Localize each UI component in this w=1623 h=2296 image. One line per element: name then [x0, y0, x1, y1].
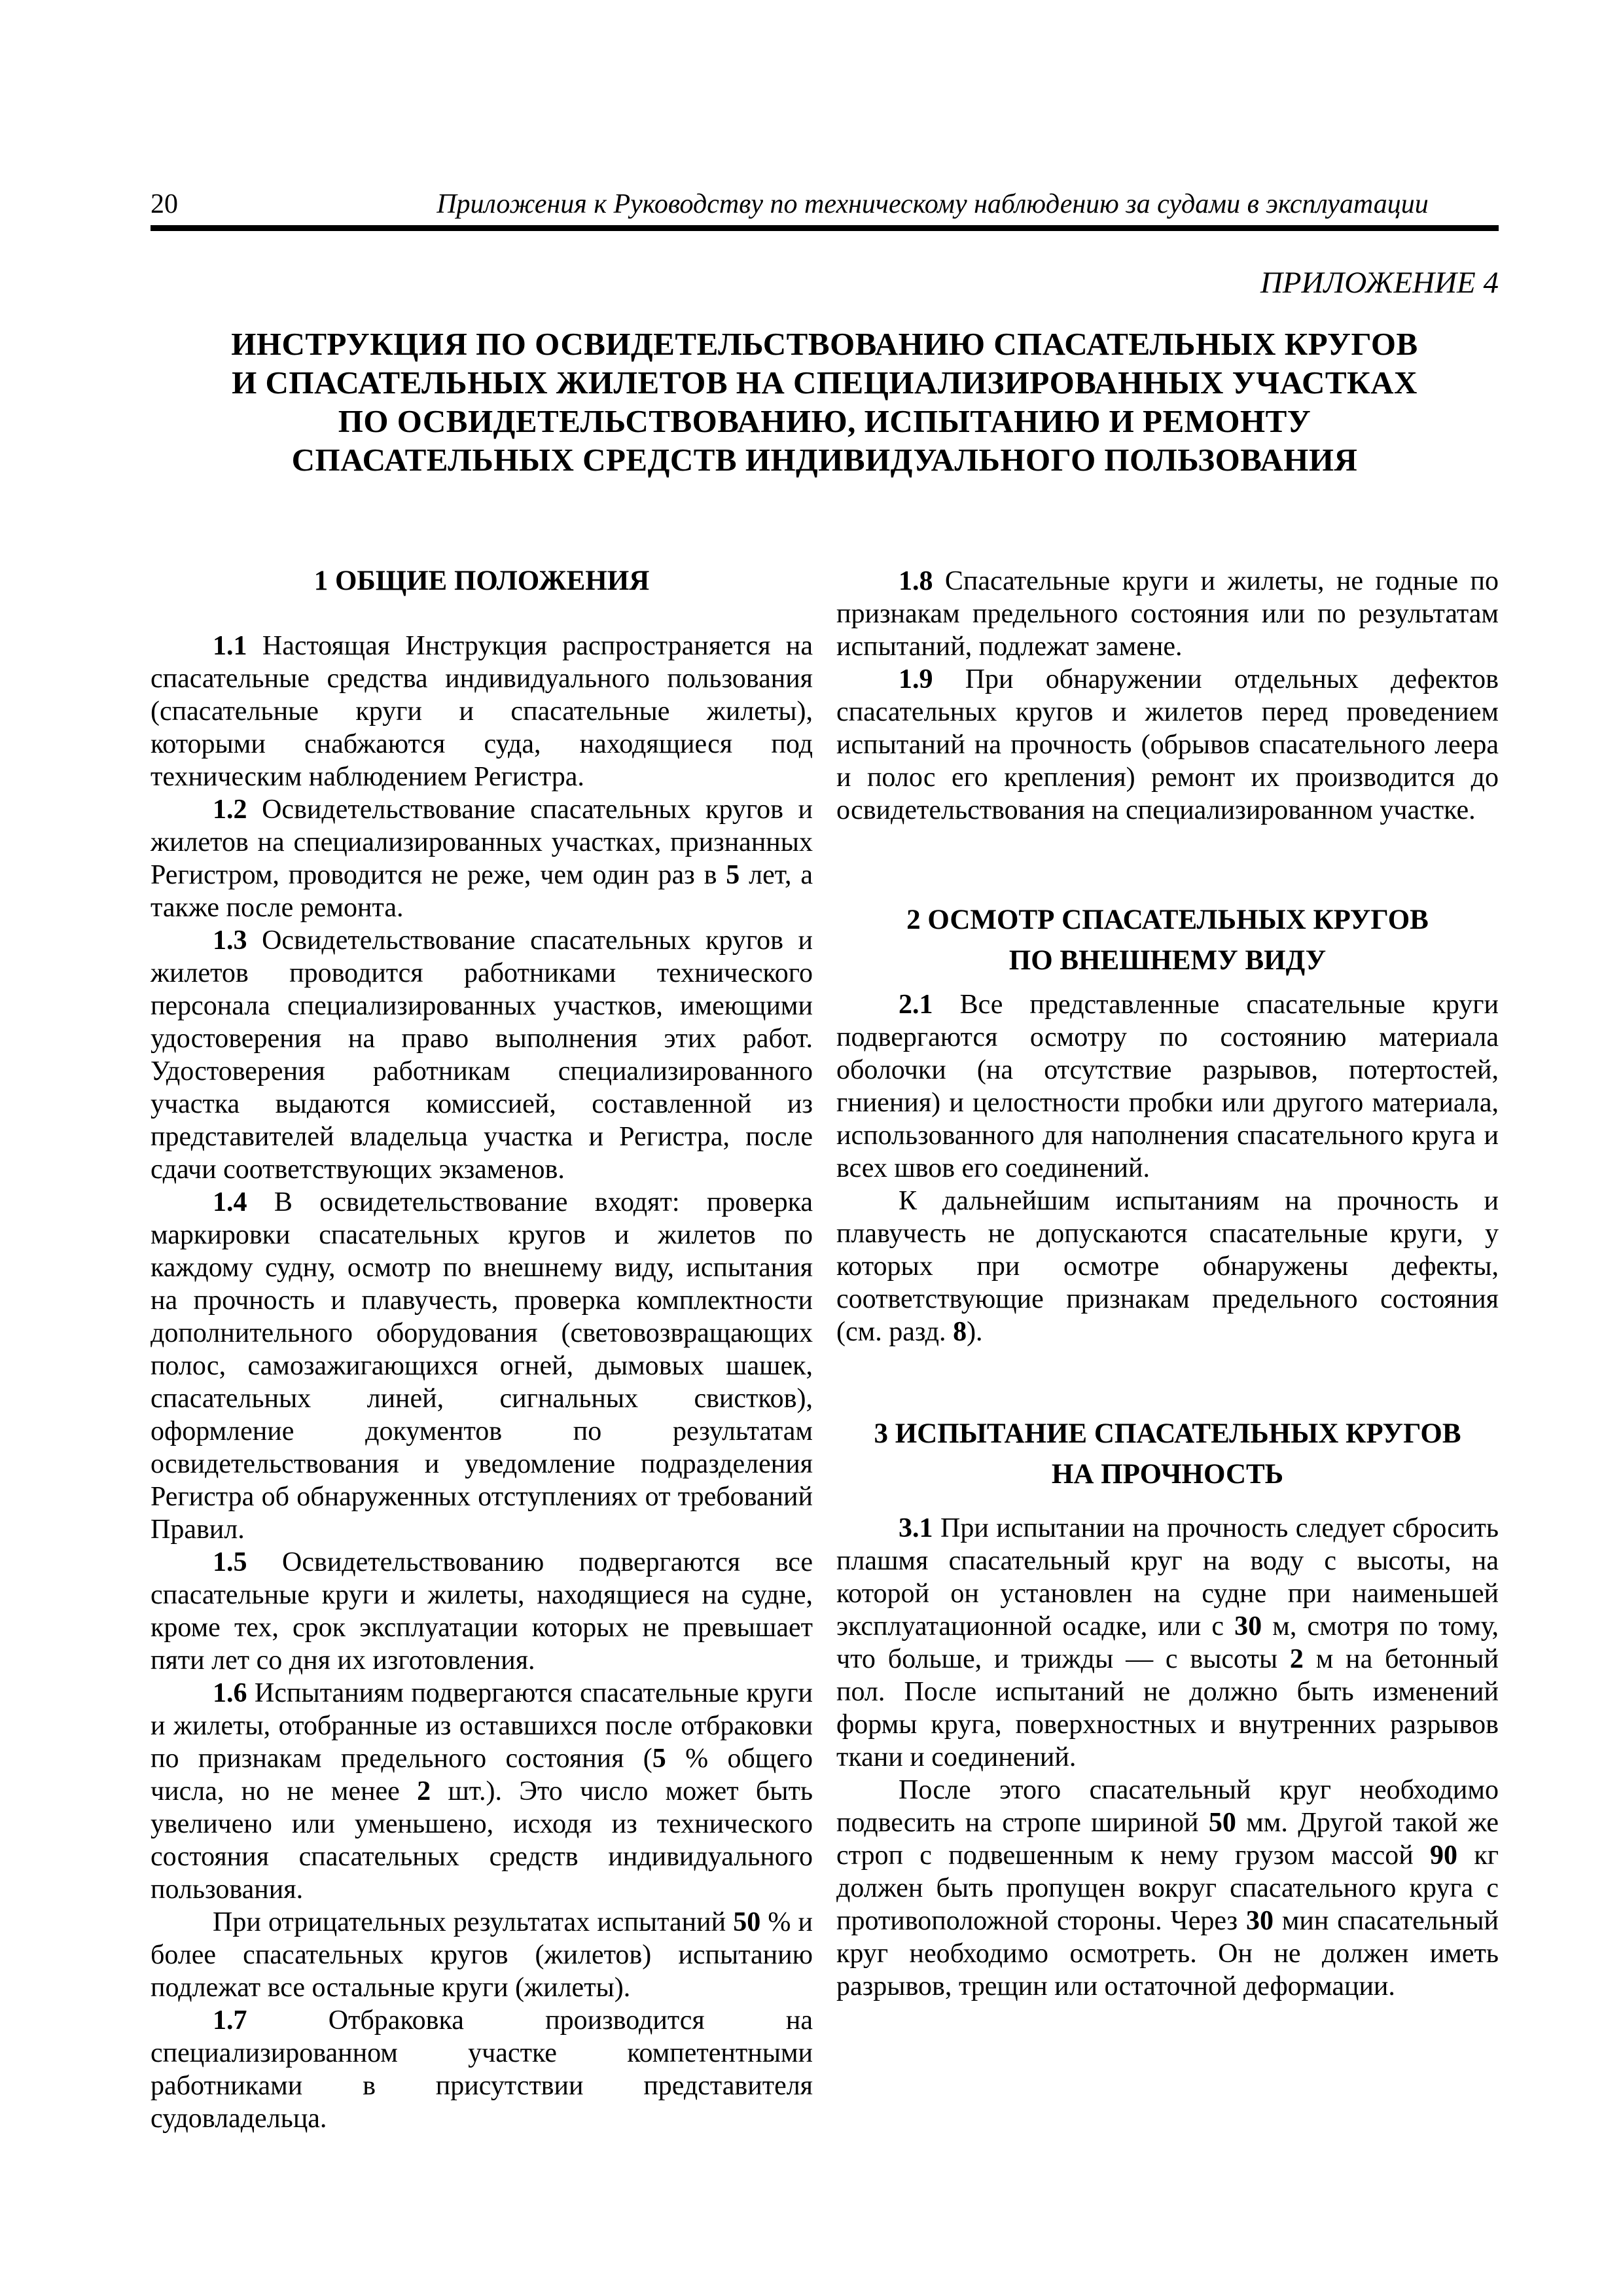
- paragraph: [151, 1906, 813, 2004]
- section-heading-line: НА ПРОЧНОСТЬ: [1051, 1459, 1284, 1490]
- text-run: шт.). Это число может быть увеличено или уменьшено, исходя из технического состояния спасательных средств индивидуального пользования.: [151, 1776, 813, 1905]
- paragraph: [836, 1774, 1499, 2003]
- bold-run: 90: [1430, 1840, 1458, 1871]
- page-number: 20: [151, 189, 178, 219]
- bold-run: 1.5: [213, 1547, 247, 1577]
- bold-run: 1.8: [899, 566, 933, 596]
- left-column-blocks: [151, 630, 813, 2135]
- paragraph: [151, 1677, 813, 1906]
- title-line: ПО ОСВИДЕТЕЛЬСТВОВАНИЮ, ИСПЫТАНИЮ И РЕМОНТУ: [338, 403, 1311, 439]
- bold-run: 50: [1208, 1808, 1236, 1838]
- paragraph: [151, 1186, 813, 1546]
- paragraph: [836, 1185, 1499, 1348]
- title-line: ИНСТРУКЦИЯ ПО ОСВИДЕТЕЛЬСТВОВАНИЮ СПАСАТЕЛЬНЫХ КРУГОВ: [231, 326, 1418, 362]
- bold-run: 1.3: [213, 925, 247, 956]
- section-heading: [836, 1414, 1499, 1495]
- bold-run: 2.1: [899, 990, 933, 1020]
- bold-run: 1.2: [213, 795, 247, 825]
- text-run: ).: [967, 1317, 983, 1347]
- left-column: [151, 565, 813, 2135]
- text-run: При обнаружении отдельных дефектов спасательных кругов и жилетов перед проведением испытаний на прочность (обрывов спасательного леера и полос его крепления) ремонт их производится до освидетельствования на специализированном участке.: [836, 664, 1499, 825]
- text-run: Освидетельствование спасательных кругов и жилетов на специализированных участках, признанных Регистром, проводится не реже, чем один раз в: [151, 795, 813, 890]
- bold-run: 1.1: [213, 631, 247, 661]
- bold-run: 1.9: [899, 664, 933, 694]
- text-run: Настоящая Инструкция распространяется на спасательные средства индивидуального пользования (спасательные круги и спасательные жилеты), которыми снабжаются суда, находящиеся под техническим наблюдением Регистра.: [151, 631, 813, 792]
- title-line: И СПАСАТЕЛЬНЫХ ЖИЛЕТОВ НА СПЕЦИАЛИЗИРОВАННЫХ УЧАСТКАХ: [232, 365, 1418, 401]
- text-run: При испытании на прочность следует сбросить плашмя спасательный круг на воду с высоты, на которой он установлен на судне при наименьшей эксплуатационной осадке, или с: [836, 1513, 1499, 1641]
- paragraph: [836, 988, 1499, 1185]
- text-run: лет, а также после ремонта.: [151, 860, 813, 923]
- bold-run: 30: [1234, 1611, 1262, 1641]
- text-run: После этого спасательный круг необходимо подвесить на стропе шириной: [836, 1775, 1499, 1838]
- bold-run: 5: [652, 1744, 666, 1774]
- text-run: м на бетонный пол. После испытаний не должно быть изменений формы круга, поверхностных и внутренних разрывов ткани и соединений.: [836, 1644, 1499, 1772]
- paragraph: [836, 663, 1499, 827]
- bold-run: 30: [1246, 1906, 1274, 1936]
- paragraph: [151, 1546, 813, 1677]
- bold-run: 2: [417, 1776, 431, 1806]
- bold-run: 8: [953, 1317, 967, 1347]
- paragraph: [151, 793, 813, 924]
- text-run: % и более спасательных кругов (жилетов) испытанию подлежат все остальные круги (жилеты).: [151, 1907, 813, 2003]
- paragraph: [836, 565, 1499, 663]
- header-rule: [151, 225, 1499, 231]
- right-column: [836, 565, 1499, 2003]
- text-run: % общего числа, но не менее: [151, 1744, 813, 1806]
- title-line: СПАСАТЕЛЬНЫХ СРЕДСТВ ИНДИВИДУАЛЬНОГО ПОЛЬЗОВАНИЯ: [291, 442, 1358, 478]
- text-run: К дальнейшим испытаниям на прочность и плавучесть не допускаются спасательные круги, у которых при осмотре обнаружены дефекты, соответствующие признакам предельного состояния (см. разд.: [836, 1186, 1499, 1347]
- document-title: [151, 325, 1499, 479]
- text-run: кг должен быть пропущен вокруг спасательного круга с противоположной стороны. Через: [836, 1840, 1499, 1936]
- text-run: Отбраковка производится на специализированном участке компетентными работниками в присутствии представителя судовладельца.: [151, 2005, 813, 2134]
- appendix-label: ПРИЛОЖЕНИЕ 4: [1260, 266, 1499, 300]
- section-1-heading: 1 ОБЩИЕ ПОЛОЖЕНИЯ: [313, 565, 650, 596]
- bold-run: 5: [726, 860, 740, 890]
- bold-run: 1.4: [213, 1187, 247, 1217]
- paragraph: [836, 1512, 1499, 1774]
- bold-run: 3.1: [899, 1513, 933, 1543]
- section-heading-line: 3 ИСПЫТАНИЕ СПАСАТЕЛЬНЫХ КРУГОВ: [874, 1418, 1461, 1449]
- running-header-title: Приложения к Руководству по техническому наблюдению за судами в эксплуатации: [437, 189, 1429, 219]
- text-run: Все представленные спасательные круги подвергаются осмотру по состоянию материала оболочки (на отсутствие разрывов, потертостей, гниения) и целостности пробки или другого материала, использованного для наполнения спасательного круга и всех швов его соединений.: [836, 990, 1499, 1183]
- text-run: м, смотря по тому, что больше, и трижды — с высоты: [836, 1611, 1499, 1674]
- section-heading: [836, 900, 1499, 981]
- text-run: При отрицательных результатах испытаний: [213, 1907, 734, 1937]
- paragraph: [151, 924, 813, 1186]
- section-heading-line: 2 ОСМОТР СПАСАТЕЛЬНЫХ КРУГОВ: [906, 905, 1429, 935]
- text-run: Испытаниям подвергаются спасательные круги и жилеты, отобранные из оставшихся после отбраковки по признакам предельного состояния (: [151, 1678, 813, 1774]
- text-run: мин спасательный круг необходимо осмотреть. Он не должен иметь разрывов, трещин или остаточной деформации.: [836, 1906, 1499, 2001]
- text-run: Освидетельствование спасательных кругов и жилетов проводится работниками технического персонала специализированных участков, имеющими удостоверения на право выполнения этих работ. Удостоверения работникам специализированного участка выдаются комиссией, составленной из представителей владельца участка и Регистра, после сдачи соответствующих экзаменов.: [151, 925, 813, 1185]
- text-run: Спасательные круги и жилеты, не годные по признакам предельного состояния или по результатам испытаний, подлежат замене.: [836, 566, 1499, 662]
- paragraph: [151, 630, 813, 793]
- bold-run: 1.6: [213, 1678, 247, 1708]
- text-run: мм. Другой такой же строп с подвешенным к нему грузом массой: [836, 1808, 1499, 1871]
- section-heading-line: ПО ВНЕШНЕМУ ВИДУ: [1008, 945, 1327, 976]
- bold-run: 50: [733, 1907, 761, 1937]
- running-header-row: [151, 188, 1499, 221]
- bold-run: 2: [1289, 1644, 1304, 1674]
- bold-run: 1.7: [213, 2005, 247, 2036]
- text-run: В освидетельствование входят: проверка маркировки спасательных кругов и жилетов по каждому судну, осмотр по внешнему виду, испытания на прочность и плавучесть, проверка комплектности дополнительного оборудования (световозвращающих полос, самозажигающихся огней, дымовых шашек, спасательных линей, сигнальных свистков), оформление документов по результатам освидетельствования и уведомление подразделения Регистра об обнаруженных отступлениях от требований Правил.: [151, 1187, 813, 1545]
- text-run: Освидетельствованию подвергаются все спасательные круги и жилеты, находящиеся на судне, кроме тех, срок эксплуатации которых не превышает пяти лет со дня их изготовления.: [151, 1547, 813, 1676]
- paragraph: [151, 2004, 813, 2135]
